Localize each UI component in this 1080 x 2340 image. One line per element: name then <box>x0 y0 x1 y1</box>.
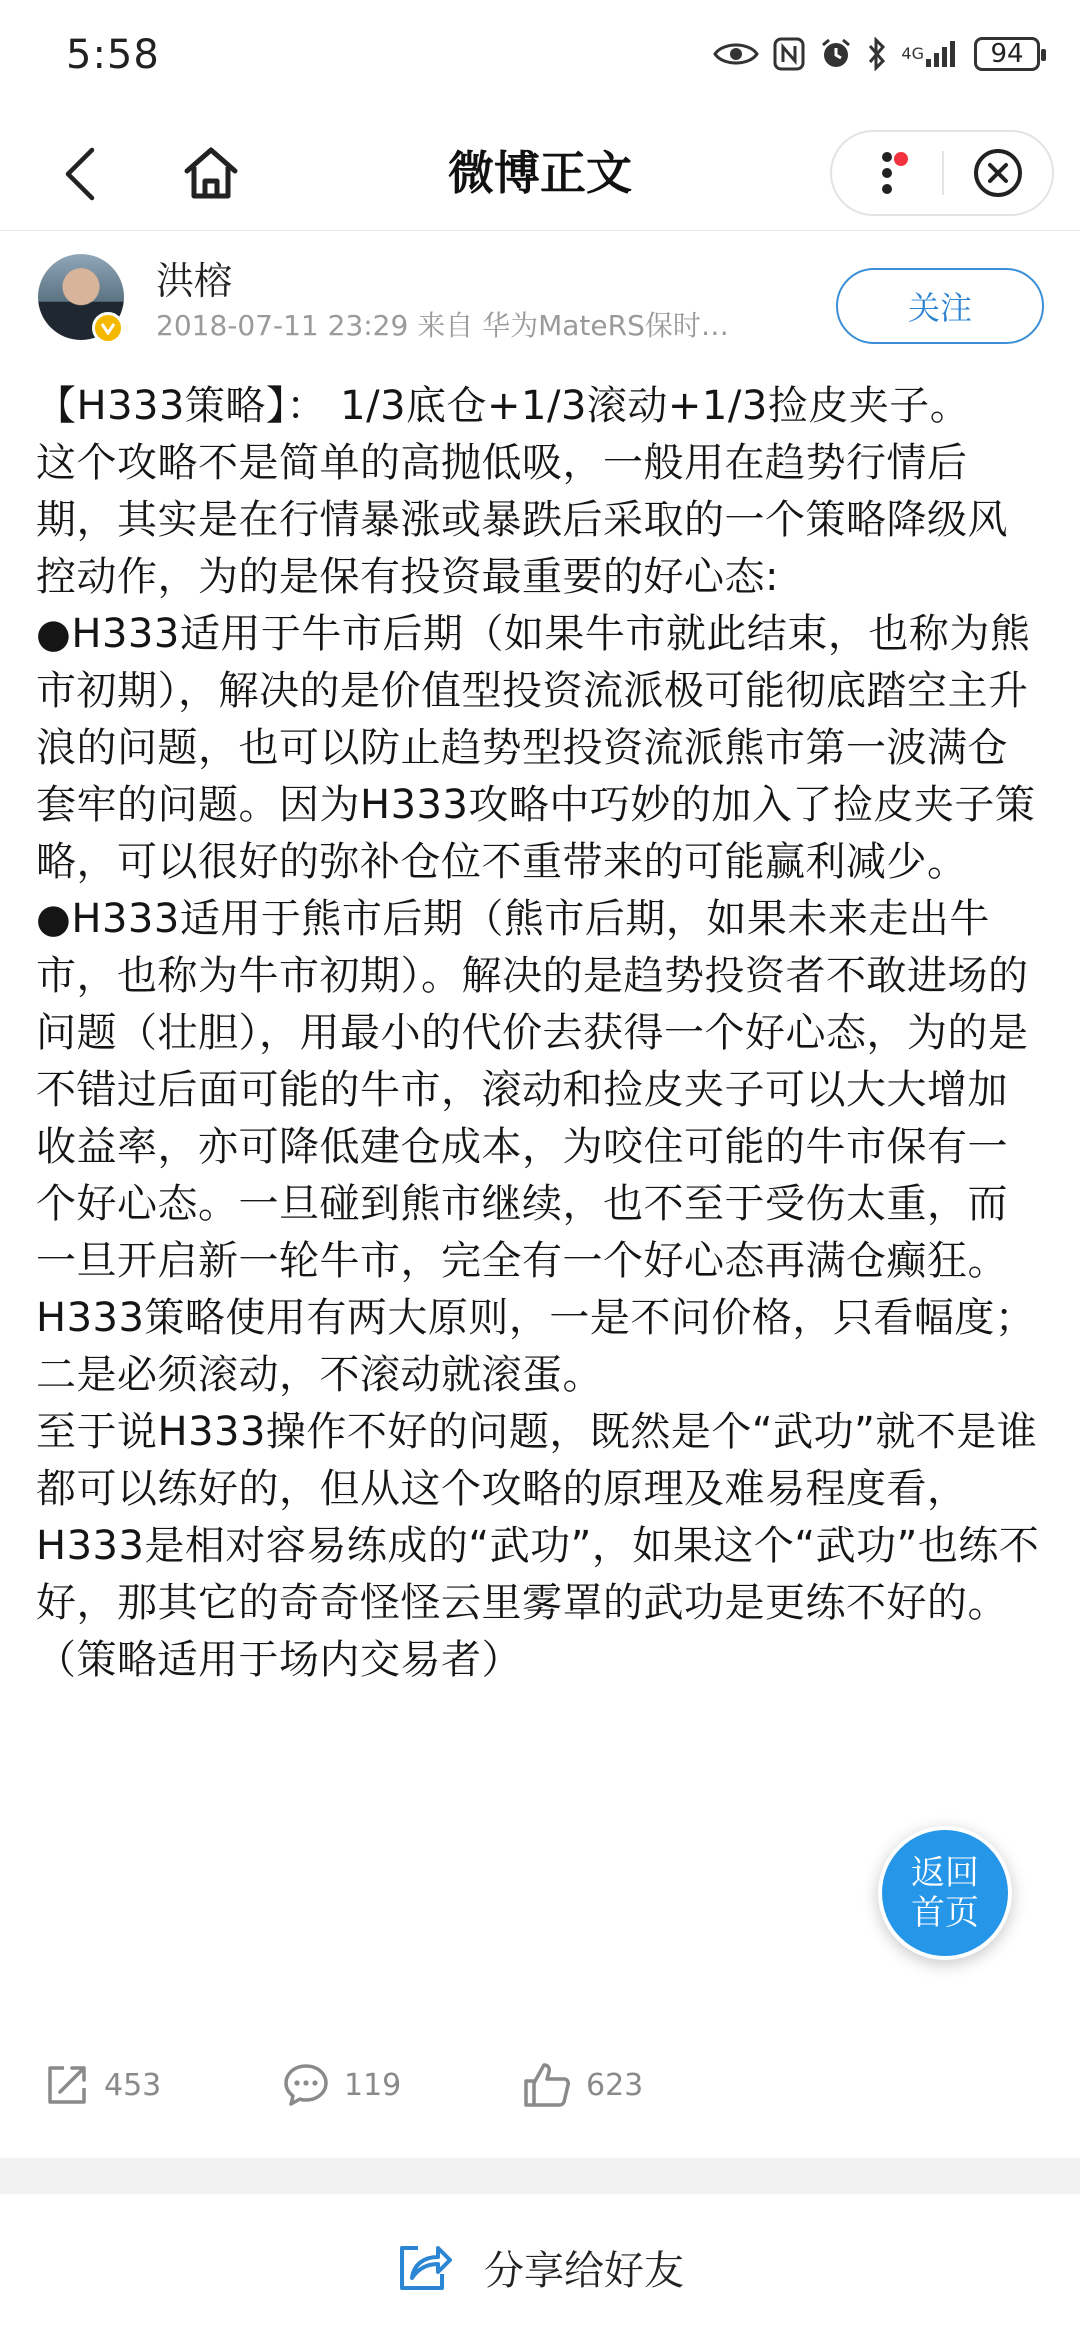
post-paragraph: 这个攻略不是简单的高抛低吸，一般用在趋势行情后期，其实是在行情暴涨或暴跌后采取的一个策略降级风控动作，为的是保有投资最重要的好心态: <box>36 440 1008 600</box>
author-name[interactable]: 洪榕 <box>156 259 233 303</box>
post-body <box>36 378 1046 1689</box>
eye-icon <box>713 34 759 74</box>
nfc-icon <box>773 34 805 74</box>
action-bar <box>0 2040 1080 2130</box>
share-to-friends-button[interactable] <box>0 2194 1080 2340</box>
verified-badge-icon <box>92 312 124 344</box>
share-icon <box>396 2240 454 2294</box>
chevron-left-icon <box>60 146 100 202</box>
more-vertical-icon <box>881 149 893 197</box>
comment-icon <box>282 2062 330 2108</box>
share-label: 分享给好友 <box>484 2247 684 2294</box>
alarm-icon <box>819 34 853 74</box>
back-button[interactable] <box>48 142 112 206</box>
section-divider <box>0 2158 1080 2194</box>
status-icons <box>713 34 1040 74</box>
back-to-home-line2: 首页 <box>911 1893 979 1933</box>
post-paragraph: ●H333适用于牛市后期（如果牛市就此结束，也称为熊市初期），解决的是价值型投资流派极可能彻底踏空主升浪的问题，也可以防止趋势型投资流派熊市第一波满仓套牢的问题。因为H333攻略中巧妙的加入了捡皮夹子策略，可以很好的弥补仓位不重带来的可能赢利减少。 <box>36 611 1036 885</box>
comment-count: 119 <box>344 2067 402 2103</box>
post-paragraph: ●H333适用于熊市后期（熊市后期，如果未来走出牛市，也称为牛市初期）。解决的是趋势投资者不敢进场的问题（壮胆），用最小的代价去获得一个好心态，为的是不错过后面可能的牛市，滚动和捡皮夹子可以大大增加收益率，亦可降低建仓成本，为咬住可能的牛市保有一个好心态。一旦碰到熊市继续，也不至于受伤太重，而一旦开启新一轮牛市，完全有一个好心态再满仓癫狂。H333策略使用有两大原则，一是不问价格，只看幅度；二是必须滚动，不滚动就滚蛋。 <box>36 896 1036 1398</box>
post-meta: 2018-07-11 23:29 来自 华为MateRS保时… <box>156 309 729 342</box>
status-time: 5:58 <box>66 32 160 78</box>
page-title: 微博正文 <box>448 146 632 200</box>
thumbs-up-icon <box>522 2061 572 2109</box>
network-type: 4G <box>901 44 924 63</box>
like-count: 623 <box>586 2067 644 2103</box>
battery-indicator: 94 <box>974 37 1040 71</box>
repost-icon <box>44 2062 90 2108</box>
post-paragraph: 【H333策略】： 1/3底仓+1/3滚动+1/3捡皮夹子。 <box>36 383 971 429</box>
close-circle-icon <box>972 147 1024 199</box>
notification-dot <box>894 152 908 166</box>
author-row <box>0 232 1080 362</box>
home-button[interactable] <box>178 140 244 206</box>
status-bar <box>0 0 1080 120</box>
repost-count: 453 <box>104 2067 162 2103</box>
top-nav-bar <box>0 120 1080 231</box>
post-paragraph: 至于说H333操作不好的问题，既然是个“武功”就不是谁都可以练好的，但从这个攻略的原理及难易程度看，H333是相对容易练成的“武功”，如果这个“武功”也练不好，那其它的奇奇怪怪云里雾罩的武功是更练不好的。 <box>36 1409 1040 1626</box>
bluetooth-icon <box>867 34 887 74</box>
close-button[interactable] <box>944 132 1052 214</box>
comment-button[interactable] <box>282 2040 401 2130</box>
mini-program-capsule <box>830 130 1054 216</box>
post-paragraph: （策略适用于场内交易者） <box>36 1637 522 1683</box>
back-to-home-line1: 返回 <box>911 1853 979 1893</box>
signal-icon <box>901 34 960 74</box>
more-button[interactable] <box>832 132 942 214</box>
follow-button[interactable]: 关注 <box>836 268 1044 344</box>
back-to-home-button[interactable] <box>878 1826 1012 1960</box>
home-icon <box>182 145 240 201</box>
like-button[interactable] <box>522 2040 643 2130</box>
repost-button[interactable] <box>44 2040 161 2130</box>
